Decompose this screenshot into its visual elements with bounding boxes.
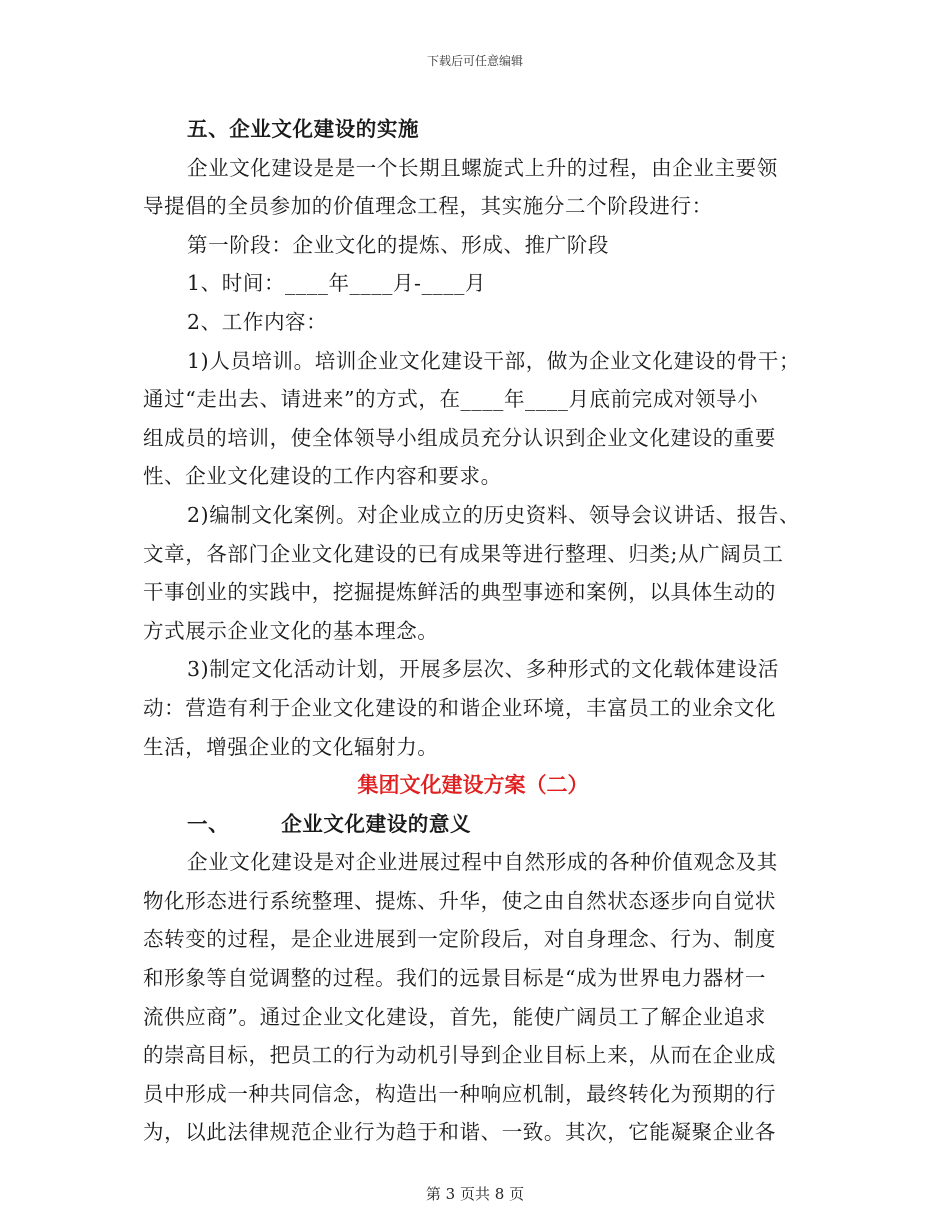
paragraph-line: 文章，各部门企业文化建设的已有成果等进行整理、归类;从广阔员工 [143,541,784,566]
paragraph-line: 企业文化建设是对企业进展过程中自然形成的各种价值观念及其 [187,850,778,875]
paragraph-line: 为，以此法律规范企业行为趋于和谐、一致。其次，它能凝聚企业各 [143,1120,776,1145]
paragraph-line: 2)编制文化案例。对企业成立的历史资料、领导会议讲话、报告、 [187,502,801,527]
paragraph-line: 生活，增强企业的文化辐射力。 [143,734,439,759]
paragraph-line: 企业文化建设是是一个长期且螺旋式上升的过程，由企业主要领 [187,155,778,180]
paragraph-line: 性、企业文化建设的工作内容和要求。 [143,464,502,489]
paragraph-line: 3)制定文化活动计划，开展多层次、多种形式的文化载体建设活 [187,657,779,682]
paragraph-line: 方式展示企业文化的基本理念。 [143,618,439,643]
paragraph-line: 干事创业的实践中，挖掘提炼鲜活的典型事迹和案例，以具体生动的 [143,580,776,605]
paragraph-line: 动：营造有利于企业文化建设的和谐企业环境，丰富员工的业余文化 [143,695,776,720]
paragraph-line: 物化形态进行系统整理、提炼、升华，使之由自然状态逐步向自觉状 [143,888,776,913]
section-title: 企业文化建设的意义 [281,811,472,836]
page-footer-number: 第 3 页共 8 页 [425,1185,525,1203]
part2-section1-heading [143,805,803,844]
paragraph-line: 1)人员培训。培训企业文化建设干部，做为企业文化建设的骨干； [187,348,801,373]
paragraph-line: 态转变的过程，是企业进展到一定阶段后，对自身理念、行为、制度 [143,927,776,952]
paragraph-line: 组成员的培训，使全体领导小组成员充分认识到企业文化建设的重要 [143,425,776,450]
paragraph-line: 和形象等自觉调整的过程。我们的远景目标是“成为世界电力器材一 [143,966,766,991]
part2-title: 集团文化建设方案（二） [357,772,589,798]
section5-heading: 五、企业文化建设的实施 [187,117,420,141]
work-content-label: 2、工作内容： [187,309,328,334]
paragraph-line: 员中形成一种共同信念，构造出一种响应机制，最终转化为预期的行 [143,1081,776,1106]
document-body [143,110,803,1152]
section-number: 一、 [187,811,230,836]
paragraph-line: 导提倡的全员参加的价值理念工程，其实施分二个阶段进行： [143,194,713,219]
paragraph-line: 通过“走出去、请进来”的方式，在____年____月底前完成对领导小 [143,387,759,412]
time-line: 1、时间：____年____月-____月 [187,271,487,296]
paragraph-line: 流供应商”。通过企业文化建设，首先，能使广阔员工了解企业追求 [143,1004,766,1029]
stage-heading: 第一阶段：企业文化的提炼、形成、推广阶段 [187,232,609,257]
page-header-note: 下载后可任意编辑 [426,54,523,68]
paragraph-line: 的崇高目标，把员工的行为动机引导到企业目标上来，从而在企业成 [143,1043,776,1068]
